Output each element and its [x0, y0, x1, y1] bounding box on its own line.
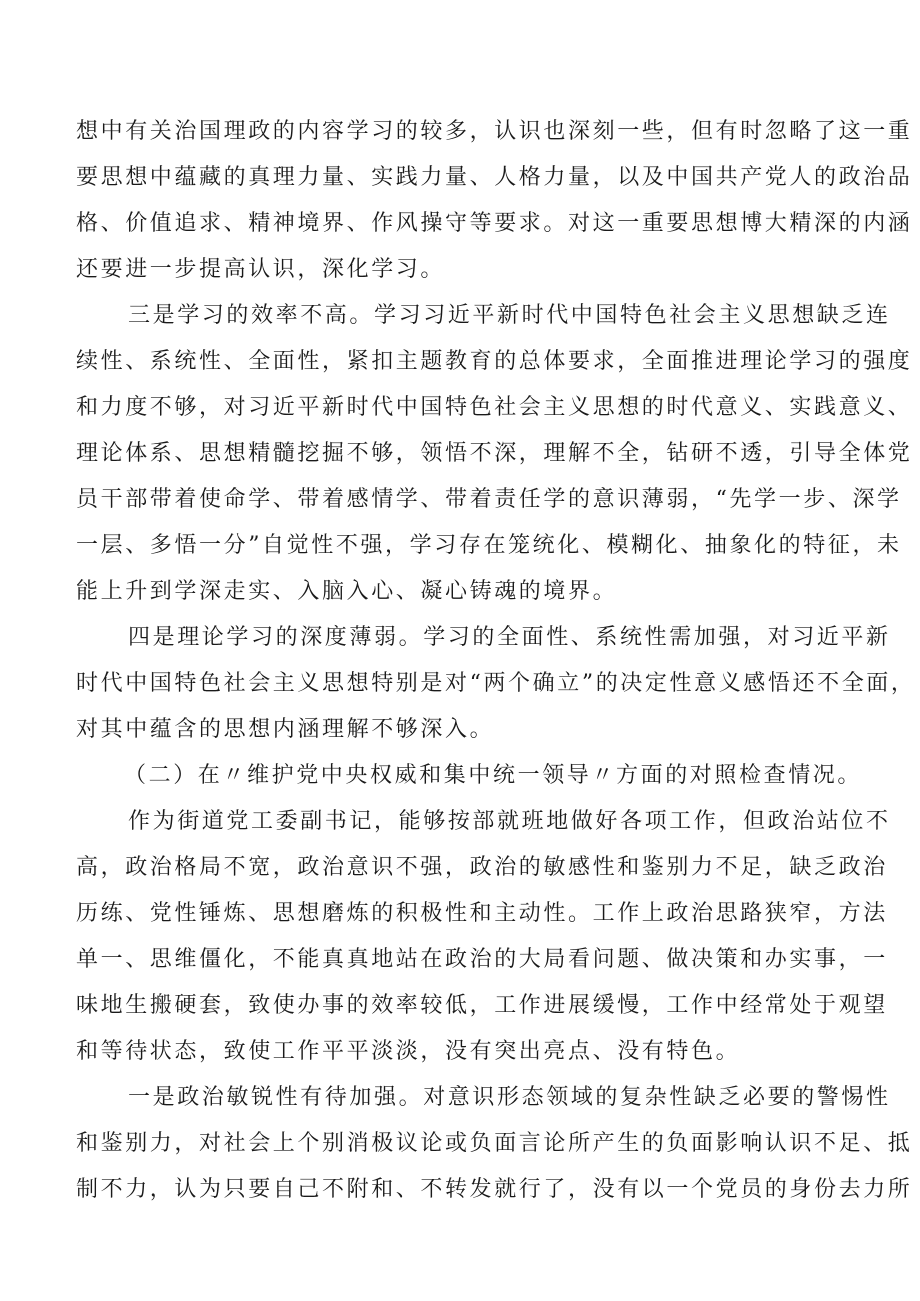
text-line: 想中有关治国理政的内容学习的较多，认识也深刻一些，但有时忽略了这一重 [76, 119, 913, 144]
paragraph-learning-efficiency [76, 293, 913, 615]
text-line: 制不力，认为只要自己不附和、不转发就行了，没有以一个党员的身份去力所 [76, 1177, 913, 1202]
text-line: 和力度不够，对习近平新时代中国特色社会主义思想的时代意义、实践意义、 [76, 395, 913, 420]
text-line: 三是学习的效率不高。学习习近平新时代中国特色社会主义思想缺乏连 [128, 303, 891, 328]
text-line: 和鉴别力，对社会上个别消极议论或负面言论所产生的负面影响认识不足、抵 [76, 1131, 913, 1156]
paragraph-political-sensitivity [76, 1075, 913, 1213]
text-line: 对其中蕴含的思想内涵理解不够深入。 [76, 717, 495, 742]
section-heading-text: （二）在〃维护党中央权威和集中统一领导〃方面的对照检查情况。 [124, 763, 863, 788]
text-line: 能上升到学深走实、入脑入心、凝心铸魂的境界。 [76, 579, 618, 604]
text-line: 理论体系、思想精髓挖掘不够，领悟不深，理解不全，钻研不透，引导全体党 [76, 441, 913, 466]
text-line: 员干部带着使命学、带着感情学、带着责任学的意识薄弱，“先学一步、深学 [76, 487, 902, 512]
text-line: 高，政治格局不宽，政治意识不强，政治的敏感性和鉴别力不足，缺乏政治 [76, 855, 888, 880]
paragraph-continuation [76, 109, 913, 293]
text-line: 还要进一步提高认识，深化学习。 [76, 257, 446, 282]
text-line: 时代中国特色社会主义思想特别是对“两个确立”的决定性意义感悟还不全面， [76, 671, 916, 696]
text-line: 单一、思维僵化，不能真真地站在政治的大局看问题、做决策和办实事，一 [76, 947, 888, 972]
text-line: 历练、党性锤炼、思想磨炼的积极性和主动性。工作上政治思路狭窄，方法 [76, 901, 888, 926]
text-line: 和等待状态，致使工作平平淡淡，没有突出亮点、没有特色。 [76, 1039, 741, 1064]
paragraph-theory-depth [76, 615, 916, 753]
document-body [76, 109, 916, 1213]
text-line: 一层、多悟一分”自觉性不强，学习存在笼统化、模糊化、抽象化的特征，未 [76, 533, 902, 558]
text-line: 作为街道党工委副书记，能够按部就班地做好各项工作，但政治站位不 [128, 809, 891, 834]
paragraph-political-position [76, 799, 891, 1075]
text-line: 一是政治敏锐性有待加强。对意识形态领域的复杂性缺乏必要的警惕性 [128, 1085, 891, 1110]
text-line: 四是理论学习的深度薄弱。学习的全面性、系统性需加强，对习近平新 [128, 625, 891, 650]
text-line: 续性、系统性、全面性，紧扣主题教育的总体要求，全面推进理论学习的强度 [76, 349, 913, 374]
text-line: 格、价值追求、精神境界、作风操守等要求。对这一重要思想博大精深的内涵 [76, 211, 913, 236]
text-line: 味地生搬硬套，致使办事的效率较低，工作进展缓慢，工作中经常处于观望 [76, 993, 888, 1018]
text-line: 要思想中蕴藏的真理力量、实践力量、人格力量，以及中国共产党人的政治品 [76, 165, 913, 190]
section-heading [76, 753, 863, 799]
